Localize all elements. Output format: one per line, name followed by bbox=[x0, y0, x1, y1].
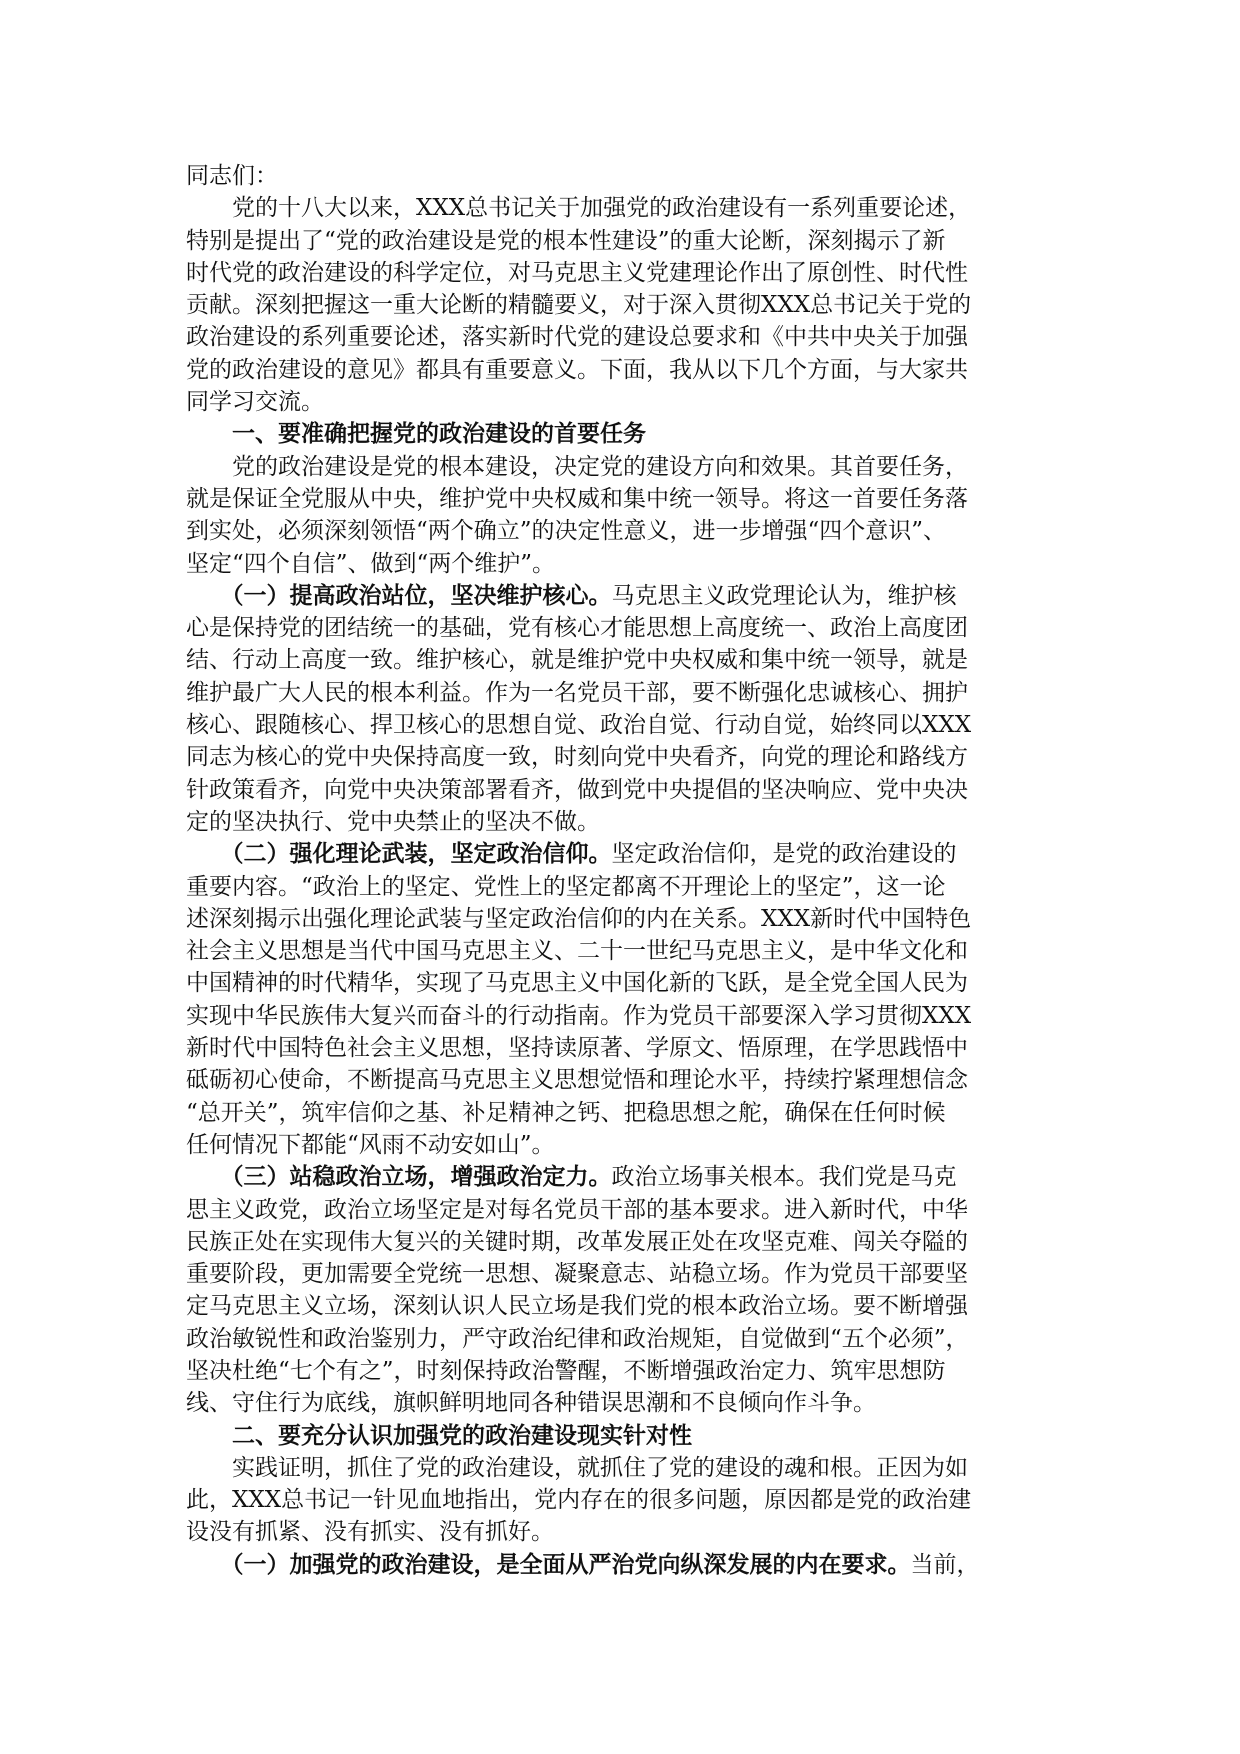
paragraph-line: 党的政治建设的意见》都具有重要意义。下面，我从以下几个方面，与大家共 bbox=[186, 356, 968, 383]
paragraph-line: 思主义政党，政治立场坚定是对每名党员干部的基本要求。进入新时代，中华 bbox=[186, 1196, 968, 1223]
paragraph-line: 砥砺初心使命，不断提高马克思主义思想觉悟和理论水平，持续拧紧理想信念 bbox=[186, 1067, 968, 1094]
paragraph-line: 针政策看齐，向党中央决策部署看齐，做到党中央提倡的坚决响应、党中央决 bbox=[186, 776, 968, 803]
paragraph-line: 民族正处在实现伟大复兴的关键时期，改革发展正处在攻坚克难、闯关夺隘的 bbox=[186, 1228, 968, 1255]
paragraph-line: 核心、跟随核心、捍卫核心的思想自觉、政治自觉、行动自觉，始终同以XXX bbox=[186, 712, 972, 739]
subsection-1-1 bbox=[186, 580, 1054, 838]
paragraph-line: 中国精神的时代精华，实现了马克思主义中国化新的飞跃，是全党全国人民为 bbox=[186, 970, 968, 997]
paragraph-line: 定马克思主义立场，深刻认识人民立场是我们党的根本政治立场。要不断增强 bbox=[186, 1293, 968, 1320]
paragraph-line bbox=[186, 1161, 1054, 1193]
paragraph-line: 社会主义思想是当代中国马克思主义、二十一世纪马克思主义，是中华文化和 bbox=[186, 938, 968, 965]
paragraph-line: 线、守住行为底线，旗帜鲜明地同各种错误思潮和不良倾向作斗争。 bbox=[186, 1390, 876, 1417]
paragraph-line: “总开关”，筑牢信仰之基、补足精神之钙、把稳思想之舵，确保在任何时候 bbox=[186, 1099, 946, 1126]
subsection-title: （二）强化理论武装，坚定政治信仰。 bbox=[186, 840, 612, 868]
paragraph-line: 结、行动上高度一致。维护核心，就是维护党中央权威和集中统一领导，就是 bbox=[186, 647, 968, 674]
paragraph-line: 党的政治建设是党的根本建设，决定党的建设方向和效果。其首要任务， bbox=[186, 453, 968, 480]
subsection-title: （三）站稳政治立场，增强政治定力。 bbox=[186, 1163, 612, 1191]
paragraph-line: 党的十八大以来，XXX总书记关于加强党的政治建设有一系列重要论述， bbox=[186, 195, 972, 222]
greeting: 同志们： bbox=[186, 163, 278, 189]
paragraph-line: 坚决杜绝“七个有之”，时刻保持政治警醒，不断增强政治定力、筑牢思想防 bbox=[186, 1357, 946, 1384]
paragraph-line: 就是保证全党服从中央，维护党中央权威和集中统一领导。将这一首要任务落 bbox=[186, 485, 968, 512]
paragraph-line bbox=[186, 580, 1054, 612]
paragraph-line: 此，XXX总书记一针见血地指出，党内存在的很多问题，原因都是党的政治建 bbox=[186, 1487, 972, 1514]
paragraph-line: 贡献。深刻把握这一重大论断的精髓要义，对于深入贯彻XXX总书记关于党的 bbox=[186, 292, 972, 319]
paragraph-line: 到实处，必须深刻领悟“两个确立”的决定性意义，进一步增强“四个意识”、 bbox=[186, 518, 947, 545]
subsection-1-2 bbox=[186, 838, 1054, 1161]
paragraph-line bbox=[186, 1549, 1054, 1581]
subsection-text: 当前， bbox=[910, 1551, 980, 1578]
section-heading-1: 一、要准确把握党的政治建设的首要任务 bbox=[186, 420, 646, 448]
document-page bbox=[186, 160, 1054, 1581]
paragraph-line: 时代党的政治建设的科学定位，对马克思主义党建理论作出了原创性、时代性 bbox=[186, 259, 968, 286]
subsection-title: （一）提高政治站位，坚决维护核心。 bbox=[186, 581, 612, 609]
paragraph-line: 新时代中国特色社会主义思想，坚持读原著、学原文、悟原理，在学思践悟中 bbox=[186, 1035, 968, 1062]
subsection-text: 坚定政治信仰，是党的政治建设的 bbox=[611, 841, 957, 868]
subsection-2-1 bbox=[186, 1549, 1054, 1581]
paragraph-line: 维护最广大人民的根本利益。作为一名党员干部，要不断强化忠诚核心、拥护 bbox=[186, 679, 968, 706]
paragraph-line: 政治敏锐性和政治鉴别力，严守政治纪律和政治规矩，自觉做到“五个必须”， bbox=[186, 1325, 969, 1352]
paragraph-line: 重要内容。“政治上的坚定、党性上的坚定都离不开理论上的坚定”，这一论 bbox=[186, 873, 946, 900]
paragraph-line: 任何情况下都能“风雨不动安如山”。 bbox=[186, 1131, 555, 1158]
paragraph-line: 设没有抓紧、没有抓实、没有抓好。 bbox=[186, 1519, 554, 1546]
paragraph-line bbox=[186, 838, 1054, 870]
paragraph-line: 坚定“四个自信”、做到“两个维护”。 bbox=[186, 550, 556, 577]
section-heading-2: 二、要充分认识加强党的政治建设现实针对性 bbox=[186, 1421, 692, 1449]
intro-paragraph bbox=[186, 192, 1054, 418]
subsection-text: 政治立场事关根本。我们党是马克 bbox=[611, 1164, 957, 1191]
paragraph-line: 定的坚决执行、党中央禁止的坚决不做。 bbox=[186, 808, 600, 835]
paragraph-line: 特别是提出了“党的政治建设是党的根本性建设”的重大论断，深刻揭示了新 bbox=[186, 227, 946, 254]
paragraph-line: 同学习交流。 bbox=[186, 389, 324, 416]
section2-intro-paragraph bbox=[186, 1452, 1054, 1549]
paragraph-line: 述深刻揭示出强化理论武装与坚定政治信仰的内在关系。XXX新时代中国特色 bbox=[186, 905, 972, 932]
section1-intro-paragraph bbox=[186, 451, 1054, 580]
paragraph-line: 实现中华民族伟大复兴而奋斗的行动指南。作为党员干部要深入学习贯彻XXX bbox=[186, 1002, 972, 1029]
paragraph-line: 实践证明，抓住了党的政治建设，就抓住了党的建设的魂和根。正因为如 bbox=[186, 1454, 968, 1481]
paragraph-line: 政治建设的系列重要论述，落实新时代党的建设总要求和《中共中央关于加强 bbox=[186, 324, 968, 351]
subsection-title: （一）加强党的政治建设，是全面从严治党向纵深发展的内在要求。 bbox=[186, 1550, 911, 1578]
subsection-1-3 bbox=[186, 1161, 1054, 1419]
subsection-text: 马克思主义政党理论认为，维护核 bbox=[611, 582, 957, 609]
paragraph-line: 心是保持党的团结统一的基础，党有核心才能思想上高度统一、政治上高度团 bbox=[186, 615, 968, 642]
paragraph-line: 重要阶段，更加需要全党统一思想、凝聚意志、站稳立场。作为党员干部要坚 bbox=[186, 1261, 968, 1288]
paragraph-line: 同志为核心的党中央保持高度一致，时刻向党中央看齐，向党的理论和路线方 bbox=[186, 744, 968, 771]
